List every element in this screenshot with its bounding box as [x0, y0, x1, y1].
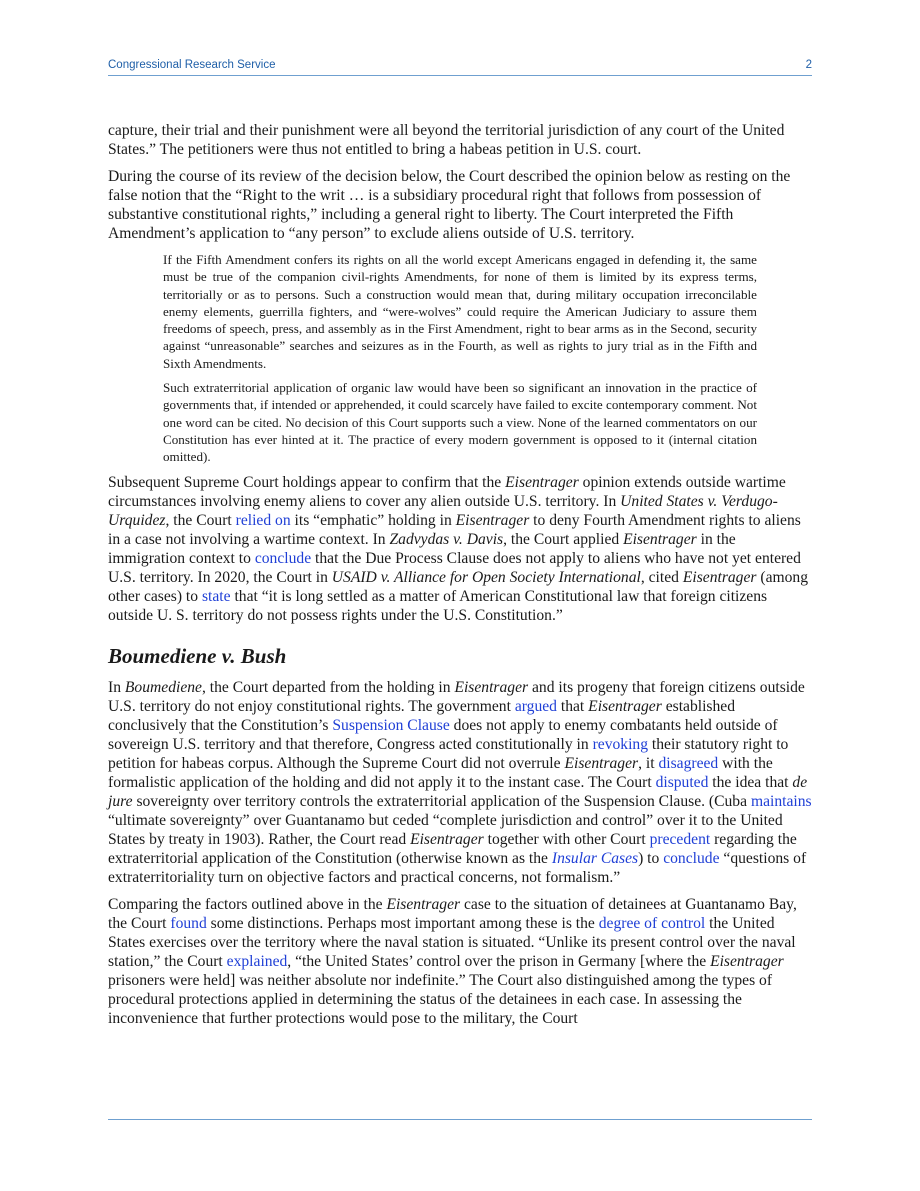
link-explained[interactable]: explained	[226, 952, 288, 970]
block-quote-paragraph-2: Such extraterritorial application of organic law would have been so significant an innovation in the practice of governments that, if intended or apprehended, it could scarcely have failed to excite contemporary comment. Not one word can be cited. No decision of this Court supports such a view. None of the learned commentators on our Constitution has ever hinted at it. The practice of every modern government is opposed to it (internal citation omitted).	[163, 380, 757, 465]
paragraph-boumediene: In Boumediene, the Court departed from the holding in Eisentrager and its progeny that foreign citizens outside U.S. territory do not enjoy constitutional rights. The government argued that Eisentrager established conclusively that the Constitution’s Suspension Clause does not apply to enemy combatants held outside of sovereign U.S. territory and that therefore, Congress acted constitutionally in revoking their statutory right to petition for habeas corpus. Although the Supreme Court did not overrule Eisentrager, it disagreed with the formalistic application of the holding and did not apply it to the instant case. The Court disputed the idea that de jure sovereignty over territory controls the extraterritorial application of the Suspension Clause. (Cuba maintains “ultimate sovereignty” over Guantanamo but ceded “complete jurisdiction and control” over it to the United States by treaty in 1903). Rather, the Court read Eisentrager together with other Court precedent regarding the extraterritorial application of the Constitution (otherwise known as the Insular Cases) to conclude “questions of extraterritoriality turn on objective factors and practical concerns, not formalism.”	[108, 678, 812, 886]
paragraph-continuation	[108, 121, 812, 159]
link-maintains[interactable]: maintains	[750, 792, 812, 810]
link-precedent[interactable]: precedent	[649, 830, 711, 848]
link-disputed[interactable]: disputed	[655, 773, 709, 791]
paragraph-text: capture, their trial and their punishment were all beyond the territorial jurisdiction of any court of the United States.” The petitioners were thus not entitled to bring a habeas petition in U.S. court.	[108, 122, 785, 158]
paragraph-court-review	[108, 167, 812, 243]
paragraph-subsequent-holdings: Subsequent Supreme Court holdings appear to confirm that the Eisentrager opinion extends outside wartime circumstances involving enemy aliens to cover any alien outside U.S. territory. In United States v. Verdugo-Urquidez, the Court relied on its “emphatic” holding in Eisentrager to deny Fourth Amendment rights to aliens in a case not involving a wartime context. In Zadvydas v. Davis, the Court applied Eisentrager in the immigration context to conclude that the Due Process Clause does not apply to aliens who have not yet entered U.S. territory. In 2020, the Court in USAID v. Alliance for Open Society International, cited Eisentrager (among other cases) to state that “it is long settled as a matter of American Constitutional law that foreign citizens outside U. S. territory do not possess rights under the U.S. Constitution.”	[108, 473, 809, 624]
section-heading: Boumediene v. Bush	[108, 643, 287, 668]
link-revoking[interactable]: revoking	[592, 735, 649, 753]
block-quote	[163, 251, 757, 466]
link-relied-on[interactable]: relied on	[235, 511, 291, 529]
link-conclude-2[interactable]: conclude	[663, 849, 720, 867]
link-disagreed[interactable]: disagreed	[658, 754, 719, 772]
paragraph-text: During the course of its review of the decision below, the Court described the opinion below as resting on the false notion that the “Right to the writ … is a subsidiary procedural right that follows from possession of substantive constitutional rights,” including a general right to liberty. The Court interpreted the Fifth Amendment’s application to “any person” to exclude aliens outside of U.S. territory.	[108, 168, 791, 242]
header-org-name: Congressional Research Service	[108, 59, 276, 71]
page-number: 2	[805, 59, 812, 71]
paragraph-comparing-factors: Comparing the factors outlined above in the Eisentrager case to the situation of detainees at Guantanamo Bay, the Court found some distinctions. Perhaps most important among these is the degree of control the United States exercises over the territory where the naval station is situated. “Unlike its present control over the naval station,” the Court explained, “the United States’ control over the prison in Germany [where the Eisentrager prisoners were held] was neither absolute nor indefinite.” The Court also distinguished among the types of procedural protections applied in determining the status of the detainees in each case. In assessing the inconvenience that further protections would pose to the military, the Court	[108, 895, 797, 1027]
link-argued[interactable]: argued	[514, 697, 557, 715]
link-found[interactable]: found	[170, 914, 207, 932]
link-conclude[interactable]: conclude	[254, 549, 312, 567]
footer-divider	[108, 1119, 812, 1120]
page-header	[108, 58, 812, 76]
document-body	[108, 121, 812, 1036]
block-quote-paragraph-1: If the Fifth Amendment confers its rights on all the world except Americans engaged in defending it, the same must be true of the companion civil-rights Amendments, for none of them is limited by its express terms, territorially or as to persons. Such a construction would mean that, during military occupation irreconcilable enemy elements, guerrilla fighters, and “were-wolves” could require the American Judiciary to assure them freedoms of speech, press, and assembly as in the First Amendment, right to bear arms as in the Second, security against “unreasonable” searches and seizures as in the Fourth, as well as rights to jury trial as in the Fifth and Sixth Amendments.	[163, 252, 757, 371]
link-suspension-clause[interactable]: Suspension Clause	[332, 716, 450, 734]
link-degree-of-control[interactable]: degree of control	[598, 914, 706, 932]
link-state[interactable]: state	[201, 587, 231, 605]
link-insular-cases[interactable]: Insular Cases	[551, 849, 639, 867]
